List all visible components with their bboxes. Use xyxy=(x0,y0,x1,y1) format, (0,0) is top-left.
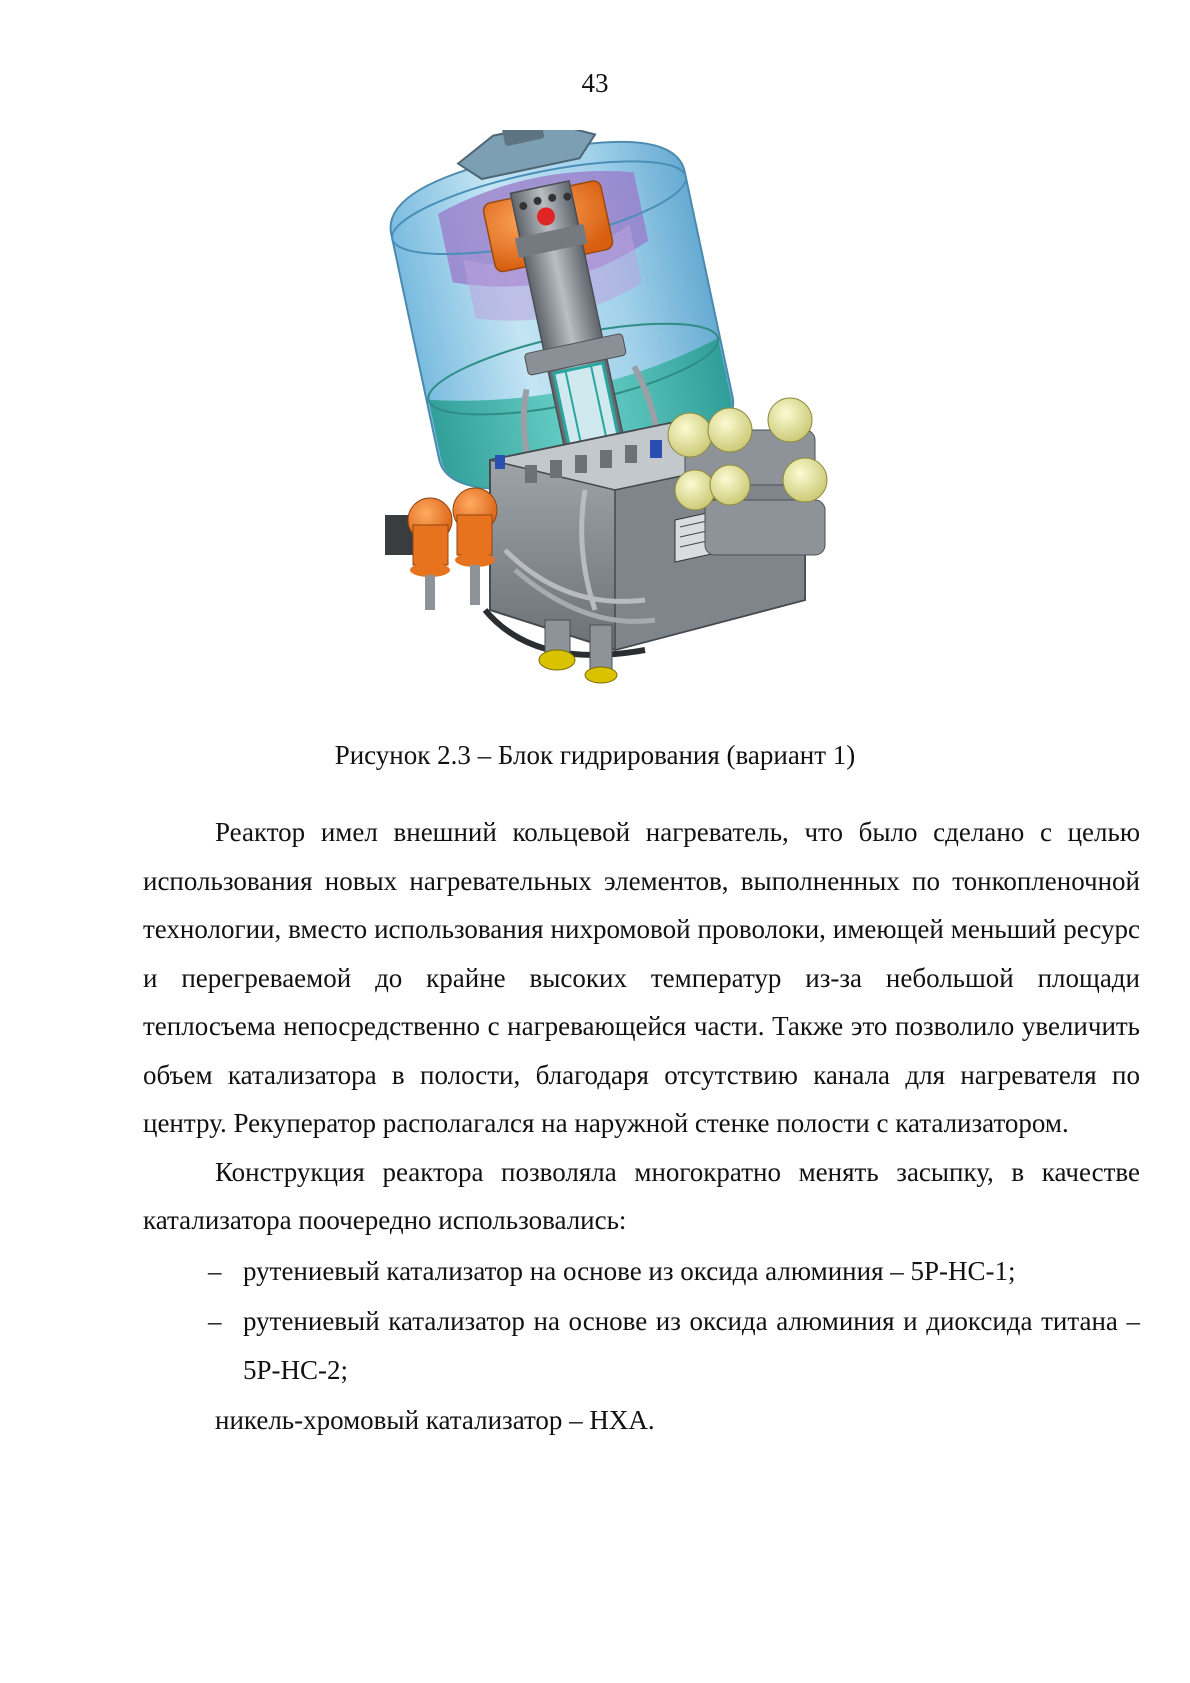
list-item-text: рутениевый катализатор на основе из оксида алюминия и диоксида титана – 5Р-НС-2; xyxy=(243,1306,1140,1385)
figure-caption: Рисунок 2.3 – Блок гидрирования (вариант 1) xyxy=(334,740,856,770)
list-item xyxy=(143,1247,1140,1296)
page-number: 43 xyxy=(581,68,609,98)
paragraph-reactor-heater: Реактор имел внешний кольцевой нагреватель, что было сделано с целью использования новых нагревательных элементов, выполненных по тонкопленочной технологии, вместо использования нихромовой проволоки, имеющей меньший ресурс и перегреваемой до крайне высоких температур из-за небольшой площади теплосъема непосредственно с нагревающейся части. Также это позволило увеличить объем катализатора в полости, благодаря отсутствию канала для нагревателя по центру. Рекуператор располагался на наружной стенке полости с катализатором. xyxy=(143,817,1140,1138)
list-tail-line: никель-хромовый катализатор – НХА. xyxy=(215,1405,655,1435)
list-item-text: рутениевый катализатор на основе из оксида алюминия – 5Р-НС-1; xyxy=(243,1255,1016,1286)
list-dash: – xyxy=(208,1306,222,1336)
hydrogenation-unit-illustration xyxy=(385,130,885,720)
body-text xyxy=(143,808,1140,1445)
list-item xyxy=(143,1297,1140,1394)
catalyst-list xyxy=(143,1247,1140,1395)
figure-hydrogenation-unit xyxy=(385,130,885,720)
list-dash: – xyxy=(208,1255,222,1286)
paragraph-reactor-design: Конструкция реактора позволяла многократно менять засыпку, в качестве катализатора поочередно использовались: xyxy=(143,1156,1140,1235)
